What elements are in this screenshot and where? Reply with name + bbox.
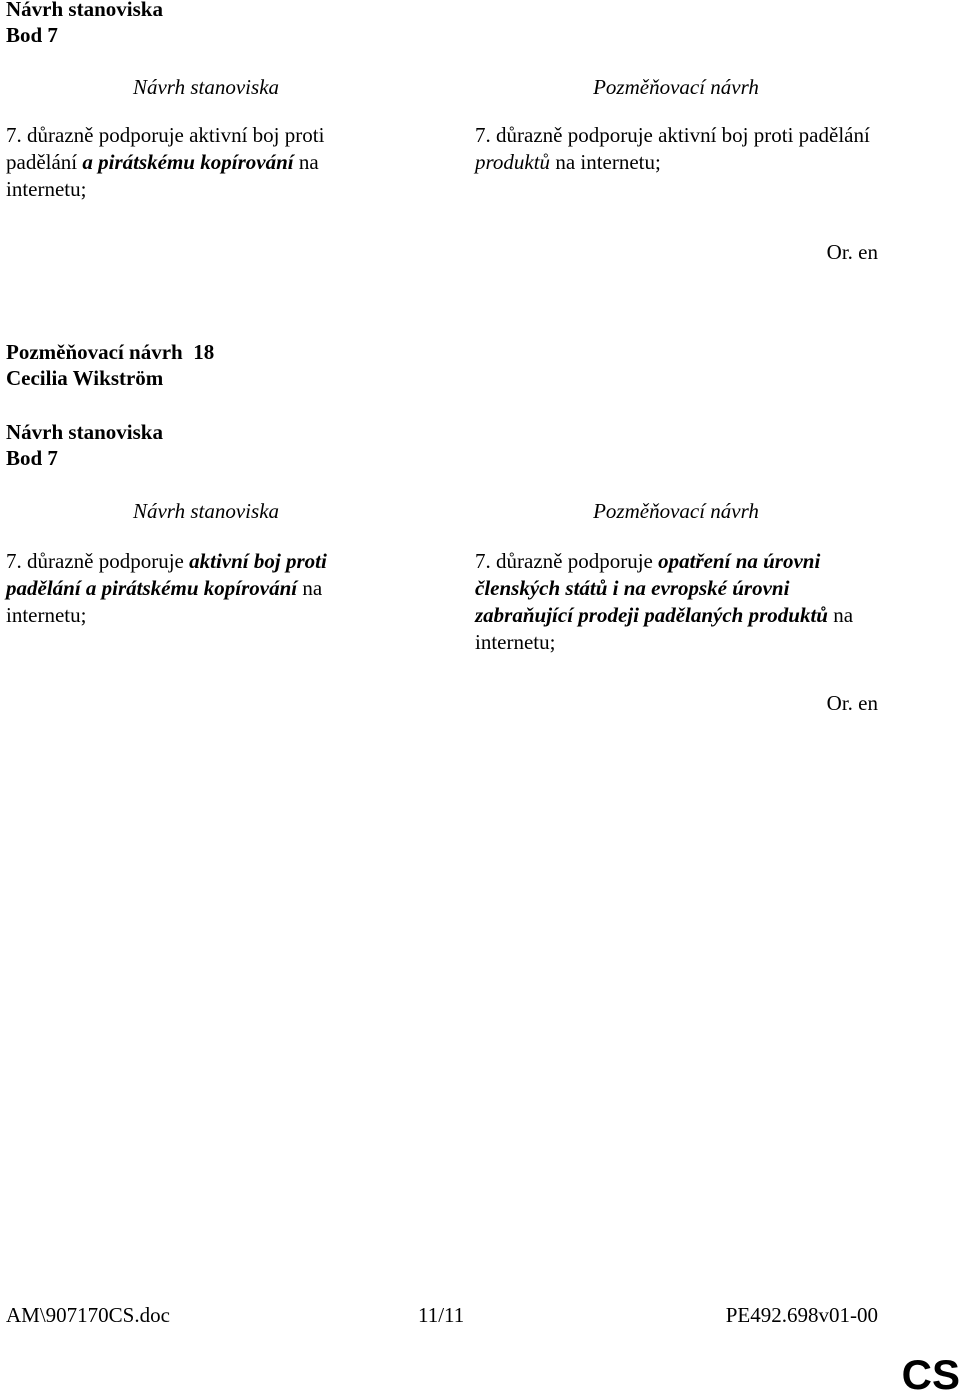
left-column-heading: Návrh stanoviska xyxy=(132,75,280,99)
language-mark: CS xyxy=(901,1351,960,1398)
item-label: Bod 7 xyxy=(6,23,58,47)
right-column-heading: Pozměňovací návrh xyxy=(593,75,759,99)
amendment-heading: Pozměňovací návrh 18 xyxy=(6,340,215,364)
footer-pe-ref: PE492.698v01-00 xyxy=(725,1303,878,1327)
item-label: Bod 7 xyxy=(6,446,58,470)
left-column-text: 7. důrazně podporuje aktivní boj proti padělání a pirátskému kopírování na internetu; xyxy=(6,123,325,201)
section-title: Návrh stanoviska xyxy=(6,0,163,21)
footer-doc-ref: AM\907170CS.doc xyxy=(6,1303,170,1327)
original-language: Or. en xyxy=(826,240,878,264)
original-language: Or. en xyxy=(826,691,878,715)
right-column-heading: Pozměňovací návrh xyxy=(593,499,759,523)
right-column-text: 7. důrazně podporuje opatření na úrovni členských států i na evropské úrovni zabraňující prodeji padělaných produktů na internetu; xyxy=(475,549,854,654)
left-column-text: 7. důrazně podporuje aktivní boj proti padělání a pirátskému kopírování na internetu; xyxy=(6,549,327,627)
left-column-heading: Návrh stanoviska xyxy=(132,499,280,523)
right-column-text: 7. důrazně podporuje aktivní boj proti padělání produktů na internetu; xyxy=(475,123,870,174)
footer-page-number: 11/11 xyxy=(418,1303,465,1327)
amendment-author: Cecilia Wikström xyxy=(6,366,164,390)
section-title: Návrh stanoviska xyxy=(6,420,163,444)
